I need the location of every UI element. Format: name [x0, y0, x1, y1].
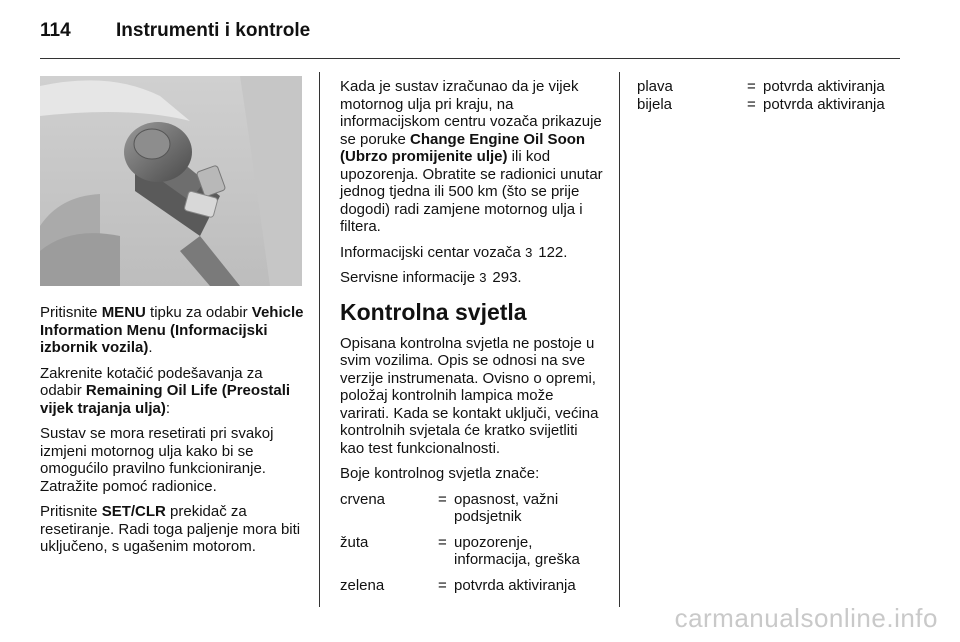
section-title: Kontrolna svjetla — [340, 298, 527, 325]
color-row: bijela = potvrda aktiviranja — [637, 95, 885, 113]
paragraph: Zakrenite kotačić podešavanja za odabir Remaining Oil Life (Preostali vijek trajanja ulja): — [40, 364, 291, 417]
column-divider-left — [319, 72, 320, 607]
header-rule — [40, 58, 900, 59]
watermark: carmanualsonline.info — [674, 603, 938, 633]
page-number: 114 — [40, 20, 71, 41]
color-row: žuta = upozorenje, informacija, greška — [340, 533, 580, 568]
cross-reference[interactable]: Informacijski centar vozača 3 122. — [340, 243, 568, 261]
paragraph: Sustav se mora resetirati pri svakoj izmjeni motornog ulja kako bi se omogućilo pravilno funkcioniranje. Zatražite pomoć radionice. — [40, 425, 274, 495]
color-row: zelena = potvrda aktiviranja — [340, 576, 576, 594]
right-column — [637, 78, 902, 113]
stalk-illustration — [40, 76, 302, 286]
paragraph: Opisana kontrolna svjetla ne postoje u svim vozilima. Opis se odnosi na sve verzije instrumenata. Ovisno o opremi, položaj kontrolnih lampica može varirati. Kada se kontakt uključi, većina kontrolnih svjetala će kratko svijetliti kao test funkcionalnosti. — [340, 334, 599, 457]
column-divider-right — [619, 72, 620, 607]
cross-reference[interactable]: Servisne informacije 3 293. — [340, 269, 522, 286]
paragraph: Boje kontrolnog svjetla znače: — [340, 465, 540, 482]
left-column — [40, 304, 305, 564]
page-ref-arrow-icon: 3 — [479, 270, 487, 285]
paragraph: Kada je sustav izračunao da je vijek motornog ulja pri kraju, na informacijskom centru vozača prikazuje se poruke Change Engine Oil Soon (Ubrzo promijenite ulje) ili kod upozorenja. Obratite se radionici unutar jednog tjedna ili 500 km (što se prije dogodi) radi zamjene motornog ulja i filtera. — [340, 78, 603, 235]
paragraph: Pritisnite MENU tipku za odabir Vehicle Information Menu (Informacijski izbornik vozila). — [40, 304, 304, 356]
color-row: crvena = opasnost, važni podsjetnik — [340, 490, 559, 525]
stalk-illustration-icon — [40, 76, 302, 286]
color-row: plava = potvrda aktiviranja — [637, 78, 885, 95]
page-ref-arrow-icon: 3 — [525, 244, 533, 260]
paragraph: Pritisnite SET/CLR prekidač za resetiranje. Radi toga paljenje mora biti uključeno, s ugašenim motorom. — [40, 503, 301, 555]
page-title: Instrumenti i kontrole — [116, 20, 311, 41]
middle-column — [340, 78, 605, 602]
